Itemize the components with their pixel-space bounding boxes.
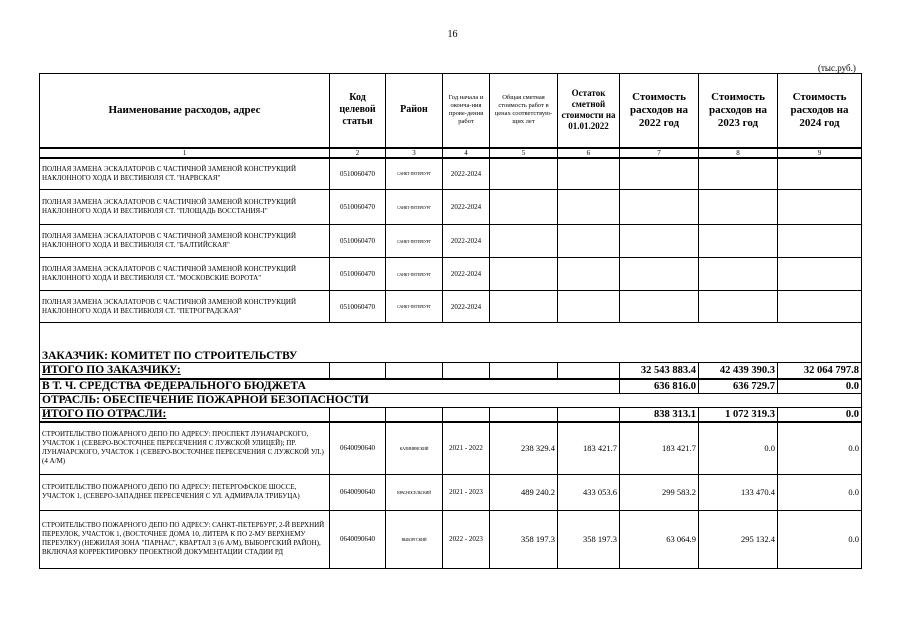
total-customer-2022: 32 543 883.4 [620, 363, 699, 379]
row-2023: 295 132.4 [699, 510, 778, 568]
header-district: Район [386, 74, 443, 148]
industry-row [40, 393, 862, 407]
row-2023: 0.0 [699, 422, 778, 474]
table-row [40, 225, 862, 258]
total-industry-row [40, 407, 862, 422]
units-label: (тыс.руб.) [818, 63, 856, 73]
header-estimate: Общая сметная стоимость работ в ценах соответствую-щих лет [490, 74, 558, 148]
row-remaining: 433 053.6 [558, 474, 620, 510]
column-number: 8 [699, 148, 778, 158]
column-number: 4 [443, 148, 490, 158]
row-years: 2022-2024 [443, 225, 490, 258]
row-name: СТРОИТЕЛЬСТВО ПОЖАРНОГО ДЕПО ПО АДРЕСУ: САНКТ-ПЕТЕРБУРГ, 2-Й ВЕРХНИЙ ПЕРЕУЛОК, УЧАСТОК 1, (ВОСТОЧНЕЕ ДОМА 10, ЛИТЕРА К ПО 2-МУ ВЕРХНЕМУ ПЕРЕУЛКУ) (НЕЖИЛАЯ ЗОНА "ПАРНАС", КВАРТАЛ 3 (6 А/М), ВЫБОРГСКИЙ РАЙОН), ВКЛЮЧАЯ КОРРЕКТИРОВКУ ПРОЕКТНОЙ ДОКУМЕНТАЦИИ СТАДИИ РД [40, 510, 330, 568]
row-remaining: 358 197.3 [558, 510, 620, 568]
table-row [40, 158, 862, 190]
total-industry-2024: 0.0 [778, 407, 862, 422]
row-district: САНКТ-ПЕТЕРБУРГ [386, 158, 443, 190]
table-row [40, 422, 862, 474]
total-customer-label: ИТОГО ПО ЗАКАЗЧИКУ: [40, 363, 330, 379]
federal-2024: 0.0 [778, 379, 862, 394]
column-number: 9 [778, 148, 862, 158]
header-name: Наименование расходов, адрес [40, 74, 330, 148]
row-years: 2022-2024 [443, 158, 490, 190]
total-industry-2022: 838 313.1 [620, 407, 699, 422]
row-estimate: 358 197.3 [490, 510, 558, 568]
row-district: САНКТ-ПЕТЕРБУРГ [386, 190, 443, 225]
header-cost-2022: Стоимость расходов на 2022 год [620, 74, 699, 148]
row-name: СТРОИТЕЛЬСТВО ПОЖАРНОГО ДЕПО ПО АДРЕСУ: ПРОСПЕКТ ЛУНАЧАРСКОГО, УЧАСТОК 1 (СЕВЕРО-ВОСТОЧНЕЕ ПЕРЕСЕЧЕНИЯ С ЛУЖСКОЙ УЛИЦЕЙ); ПР. ЛУНАЧАРСКОГО, УЧАСТОК 1 (СЕВЕРО-ВОСТОЧНЕЕ ПЕРЕСЕЧЕНИЯ С ЛУЖСКОЙ УЛ.) (4 А/М) [40, 422, 330, 474]
row-district: САНКТ-ПЕТЕРБУРГ [386, 258, 443, 291]
header-code: Код целевой статьи [330, 74, 386, 148]
row-code: 0510060470 [330, 258, 386, 291]
column-number: 5 [490, 148, 558, 158]
table-row [40, 291, 862, 323]
header-cost-2024: Стоимость расходов на 2024 год [778, 74, 862, 148]
row-name: ПОЛНАЯ ЗАМЕНА ЭСКАЛАТОРОВ С ЧАСТИЧНОЙ ЗАМЕНОЙ КОНСТРУКЦИЙ НАКЛОННОГО ХОДА И ВЕСТИБЮЛЯ СТ. "НАРВСКАЯ" [40, 158, 330, 190]
row-code: 0640090640 [330, 510, 386, 568]
row-2024: 0.0 [778, 510, 862, 568]
total-customer-2023: 42 439 390.3 [699, 363, 778, 379]
row-2022: 183 421.7 [620, 422, 699, 474]
row-code: 0640090640 [330, 474, 386, 510]
row-district: САНКТ-ПЕТЕРБУРГ [386, 225, 443, 258]
row-estimate: 489 240.2 [490, 474, 558, 510]
row-name: ПОЛНАЯ ЗАМЕНА ЭСКАЛАТОРОВ С ЧАСТИЧНОЙ ЗАМЕНОЙ КОНСТРУКЦИЙ НАКЛОННОГО ХОДА И ВЕСТИБЮЛЯ СТ. "МОСКОВСКИЕ ВОРОТА" [40, 258, 330, 291]
row-district: САНКТ-ПЕТЕРБУРГ [386, 291, 443, 323]
federal-2022: 636 816.0 [620, 379, 699, 394]
row-2024: 0.0 [778, 474, 862, 510]
row-district: КРАСНОСЕЛЬСКИЙ [386, 474, 443, 510]
table-row [40, 258, 862, 291]
row-district: КАЛИНИНСКИЙ [386, 422, 443, 474]
row-years: 2021 - 2022 [443, 422, 490, 474]
row-years: 2022 - 2023 [443, 510, 490, 568]
column-number-row [40, 148, 862, 158]
customer-heading: ЗАКАЗЧИК: КОМИТЕТ ПО СТРОИТЕЛЬСТВУ [40, 323, 862, 363]
industry-heading: ОТРАСЛЬ: ОБЕСПЕЧЕНИЕ ПОЖАРНОЙ БЕЗОПАСНОСТИ [40, 393, 862, 407]
table-row [40, 190, 862, 225]
federal-row [40, 379, 862, 394]
row-years: 2021 - 2023 [443, 474, 490, 510]
column-number: 3 [386, 148, 443, 158]
header-remaining: Остаток сметной стоимости на 01.01.2022 [558, 74, 620, 148]
expenses-table [39, 73, 862, 569]
row-code: 0510060470 [330, 158, 386, 190]
table-row [40, 474, 862, 510]
row-name: ПОЛНАЯ ЗАМЕНА ЭСКАЛАТОРОВ С ЧАСТИЧНОЙ ЗАМЕНОЙ КОНСТРУКЦИЙ НАКЛОННОГО ХОДА И ВЕСТИБЮЛЯ СТ. "БАЛТИЙСКАЯ" [40, 225, 330, 258]
row-district: ВЫБОРГСКИЙ [386, 510, 443, 568]
row-2024: 0.0 [778, 422, 862, 474]
row-code: 0510060470 [330, 291, 386, 323]
row-name: ПОЛНАЯ ЗАМЕНА ЭСКАЛАТОРОВ С ЧАСТИЧНОЙ ЗАМЕНОЙ КОНСТРУКЦИЙ НАКЛОННОГО ХОДА И ВЕСТИБЮЛЯ СТ. "ПЛОЩАДЬ ВОССТАНИЯ-I" [40, 190, 330, 225]
row-code: 0510060470 [330, 225, 386, 258]
header-cost-2023: Стоимость расходов на 2023 год [699, 74, 778, 148]
column-number: 6 [558, 148, 620, 158]
header-years: Год начала и оконча-ния прове-дения работ [443, 74, 490, 148]
column-number: 7 [620, 148, 699, 158]
row-remaining: 183 421.7 [558, 422, 620, 474]
row-2022: 299 583.2 [620, 474, 699, 510]
row-years: 2022-2024 [443, 258, 490, 291]
column-number: 2 [330, 148, 386, 158]
total-industry-label: ИТОГО ПО ОТРАСЛИ: [40, 407, 330, 422]
row-name: ПОЛНАЯ ЗАМЕНА ЭСКАЛАТОРОВ С ЧАСТИЧНОЙ ЗАМЕНОЙ КОНСТРУКЦИЙ НАКЛОННОГО ХОДА И ВЕСТИБЮЛЯ СТ. "ПЕТРОГРАДСКАЯ" [40, 291, 330, 323]
federal-2023: 636 729.7 [699, 379, 778, 394]
page-number: 16 [447, 29, 458, 40]
total-customer-2024: 32 064 797.8 [778, 363, 862, 379]
row-estimate: 238 329.4 [490, 422, 558, 474]
row-code: 0640090640 [330, 422, 386, 474]
row-years: 2022-2024 [443, 291, 490, 323]
table-row [40, 510, 862, 568]
customer-row [40, 323, 862, 363]
total-customer-row [40, 363, 862, 379]
federal-label: В Т. Ч. СРЕДСТВА ФЕДЕРАЛЬНОГО БЮДЖЕТА [40, 379, 620, 394]
row-2023: 133 470.4 [699, 474, 778, 510]
header-row [40, 74, 862, 148]
column-number: 1 [40, 148, 330, 158]
row-name: СТРОИТЕЛЬСТВО ПОЖАРНОГО ДЕПО ПО АДРЕСУ: ПЕТЕРГОФСКОЕ ШОССЕ, УЧАСТОК 1, (СЕВЕРО-ЗАПАДНЕЕ ПЕРЕСЕЧЕНИЯ С УЛ. АДМИРАЛА ТРИБУЦА) [40, 474, 330, 510]
row-code: 0510060470 [330, 190, 386, 225]
row-2022: 63 064.9 [620, 510, 699, 568]
row-years: 2022-2024 [443, 190, 490, 225]
total-industry-2023: 1 072 319.3 [699, 407, 778, 422]
